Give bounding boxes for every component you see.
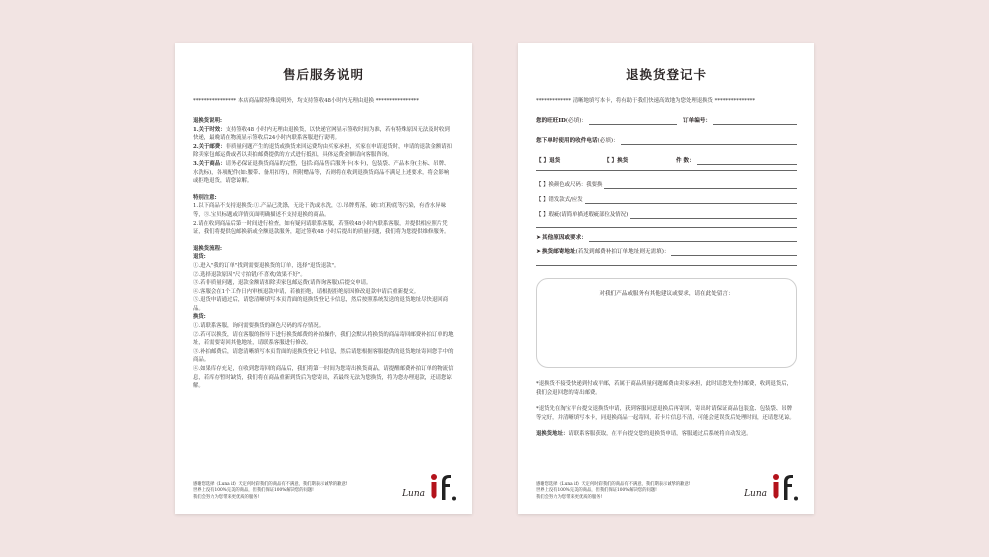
step-item: ③.若非质量问题，退款金额请扣除卖家包邮运费(请咨询客服)后提交申请。 (193, 280, 372, 287)
step-item: ④.如果库存充足，在收到您寄回的商品后，我们将第一时间为您寄出换货商品，请提醒邮费补拍订单的物流信息，若库存暂时缺货，我们将在商品重新到货后为您寄出，若最终无法为您换货，将为您办理退款，还请您谅解。 (193, 366, 454, 390)
return-checkbox[interactable]: 【 】退货 (536, 158, 561, 164)
phone-label: 您下单时使用的收件电话 (536, 138, 598, 144)
step-item: ①.进入"我的订单"找到需要退换货的订单，选择"退货退款"。 (193, 262, 340, 269)
step-item: ①.请联系客服，询问需要换货的颜色尺码的库存情况。 (193, 323, 325, 330)
other-reason-field[interactable] (589, 235, 797, 242)
special-note: 1.以下商品不支持退换货:①.产品已洗涤，无论干洗或水洗，②.吊牌剪落，破口红粉底等污染，有香水异味等，③.宝贝标题或详情页面明确描述不支持退换的商品。 (193, 203, 446, 218)
card-footer (536, 472, 800, 502)
step-item: ③.补拍邮费后，请您清晰填写本页背面的退换货登记卡信息，然后请您根据客服提供的退货地址寄回您手中的商品。 (193, 348, 454, 364)
special-note: 2.请在收到商品后第一时间进行检查，如有疑问请联系客服，若签收48小时内联系客服，并提供相应照片凭证，我们将提供包邮换新或全额退款服务，超过签收48 小时后提出的质量问题，我们将为您提供维修服务。 (193, 220, 450, 236)
message-prompt: 对我们产品或服务有其他建议或要求，请在此处留言： (599, 291, 734, 297)
ship-address-label: 换货邮寄地址 (542, 249, 576, 255)
page-title: 售后服务说明 (282, 67, 364, 82)
notes-block (536, 380, 797, 439)
policy-paragraph: 1.关于时效：支持签收48 小时内无理由退换货，以快递官网显示签收时间为准，若有特殊原因无法及时收到快递，最晚请在物流显示签收后24小时内联系客服进行说明。 (193, 126, 450, 142)
section-heading: 退换货说明: (193, 118, 222, 124)
policy-body (193, 117, 454, 391)
order-label: 订单编号： (683, 118, 711, 124)
step-item: ②.若可以换货，请在客服的指导下进行换货邮费的补拍操作，我们会默认将换货的商品寄回邮费补拍订单的地址，若需要寄回其他地址，请联系客服进行修改。 (193, 331, 454, 347)
page-title: 退换货登记卡 (625, 67, 707, 82)
divider (536, 226, 797, 228)
footer-text: 感谢您选择《Luna if》天定何时彩我们的商品有不满意，我们期表示诚挚的歉意! 世界上没有100%完美的商品，但我们保证100%解决您的问题! 我们会努力为您带来更优质的服务! (193, 481, 348, 501)
if-logo-icon (428, 472, 458, 502)
exchange-checkbox[interactable]: 【 】换货 (604, 158, 629, 164)
after-sales-card (175, 43, 472, 514)
wangwang-label: 您的旺旺ID (536, 118, 566, 124)
option-wrong-item-field[interactable] (585, 197, 797, 204)
phone-field[interactable] (621, 138, 797, 145)
option-wrong-item[interactable]: 【 】错发款式/应发 (536, 197, 583, 203)
return-registration-card: 退换货登记卡 ************* 清晰地填写本卡，将有助于我们快速高效地为您处理退换货 *************** 您的旺旺ID (必填)： 订单编号： 您下单时使用的收件电话 (必填)： 【 】退货 【 】换货 件 数： 【 】换颜色或尺码：我要换 【 】错发款式/应发 【 】瑕疵(请简单描述瑕疵部位及情况) ➤ 其他原因或要求： ➤ 换货邮寄地址 (若发到邮费补拍订单地址则无需填)： 对我们产品或服务有其他建议或要求，请在此处留言： *退换货不接受快递到付或平邮，若属于商品质量问题邮费由卖家承担，此时请您先垫付邮费，收到退货后，我们会退回您的寄出邮费。 *退货先在淘宝平台提交退换货申请，获到客服同意退换后再寄回，寄出时请保证商品包装盒、包装袋、吊牌等完好，并清晰填写本卡，同退换商品一起寄回，若卡片信息不清，可能会延误货后处理时间，还请您见谅。 退换货地址：请联系客服获取，在平台提交您的退换货申请，客服通过后系统将自动发送。 感谢您选择《Luna if》天定何时彩我们的商品有不满意，我们期表示诚挚的歉意! 世界上没有100%完美的商品，但我们保证100%解决您的问题! 我们会努力为您带来更优质的服务! Luna (518, 43, 814, 514)
quantity-field[interactable] (697, 158, 797, 165)
policy-paragraph: 2.关于邮费：非质量问题产生的退货或换货来回运费均由买家承担，买家在申请退货时，申请的退款金额请扣除卖家包邮运费或者以卖拍邮费提供的方式进行抵扣，具体运费金额请向客服咨询。 (193, 143, 453, 159)
divider (536, 169, 797, 171)
brand-name: Luna (402, 489, 425, 499)
footer-text: 感谢您选择《Luna if》天定何时彩我们的商品有不满意，我们期表示诚挚的歉意! 世界上没有100%完美的商品，但我们保证100%解决您的问题! 我们会努力为您带来更优质的服务! (536, 481, 691, 501)
brand-name: Luna (744, 489, 767, 499)
other-reason-label: 其他原因或要求： (542, 235, 587, 241)
note-item: *退换货不接受快递到付或平邮，若属于商品质量问题邮费由卖家承担，此时请您先垫付邮费，收到退货后，我们会退回您的寄出邮费。 (536, 381, 793, 396)
quantity-label: 件 数： (676, 158, 695, 164)
policy-banner: **************** 本店商品除特殊说明外，均支持签收48小时内无理由退换 **************** (193, 98, 419, 104)
option-defect[interactable]: 【 】瑕疵(请简单描述瑕疵部位及情况) (536, 212, 629, 218)
message-box[interactable] (536, 278, 797, 368)
option-defect-field[interactable] (630, 212, 797, 219)
sub-heading: 退货: (193, 254, 206, 261)
wangwang-id-field[interactable] (589, 118, 677, 125)
order-number-field[interactable] (713, 118, 797, 125)
ship-address-field[interactable] (671, 249, 797, 256)
section-heading: 特别注意: (193, 194, 217, 201)
policy-paragraph: 3.关于商品：请务必保证退换货商品的完整，包括:商品售后服务卡(本卡)，包装袋、产品本身(主标、吊牌、水洗标)，各项配件(如:腰带、备用扣等)，所附赠品等，否则将在收到退换货商品不满足上述要求，将会影响或拒绝退货，请您谅解。 (193, 160, 450, 185)
option-change-size[interactable]: 【 】换颜色或尺码：我要换 (536, 182, 603, 188)
arrow-icon: ➤ (536, 248, 542, 255)
instruction-banner: ************* 清晰地填写本卡，将有助于我们快速高效地为您处理退换货 *************** (536, 98, 756, 104)
card-footer (193, 472, 458, 502)
step-item: ⑤.退货申请通过后，请您清晰填写本页背面的退换货登记卡信息，然后按照系统发送的退货地址尽快退回商品。 (193, 297, 449, 312)
section-heading: 退换货流程: (193, 245, 222, 252)
sub-heading: 换货: (193, 314, 206, 321)
step-item: ④.客服会在1个工作日内审核退款申请，若被拒绝，请根据拒绝原因修改退款申请后重新提交。 (193, 288, 420, 295)
brand-logo (402, 472, 458, 502)
note-item: *退货先在淘宝平台提交退换货申请，获到客服同意退换后再寄回，寄出时请保证商品包装盒、包装袋、吊牌等完好，并清晰填写本卡，同退换商品一起寄回，若卡片信息不清，可能会延误货后处理时间，还请您见谅。 (536, 406, 795, 421)
brand-logo (744, 472, 800, 502)
step-item: ②.选择退款原因"尺寸拍错/不喜欢/效果不好"。 (193, 271, 306, 278)
arrow-icon: ➤ (536, 234, 542, 241)
option-change-size-field[interactable] (604, 182, 797, 189)
if-logo-icon (770, 472, 800, 502)
return-address: 退换货地址：请联系客服获取，在平台提交您的退换货申请，客服通过后系统将自动发送。 (536, 431, 752, 438)
divider (536, 264, 797, 266)
